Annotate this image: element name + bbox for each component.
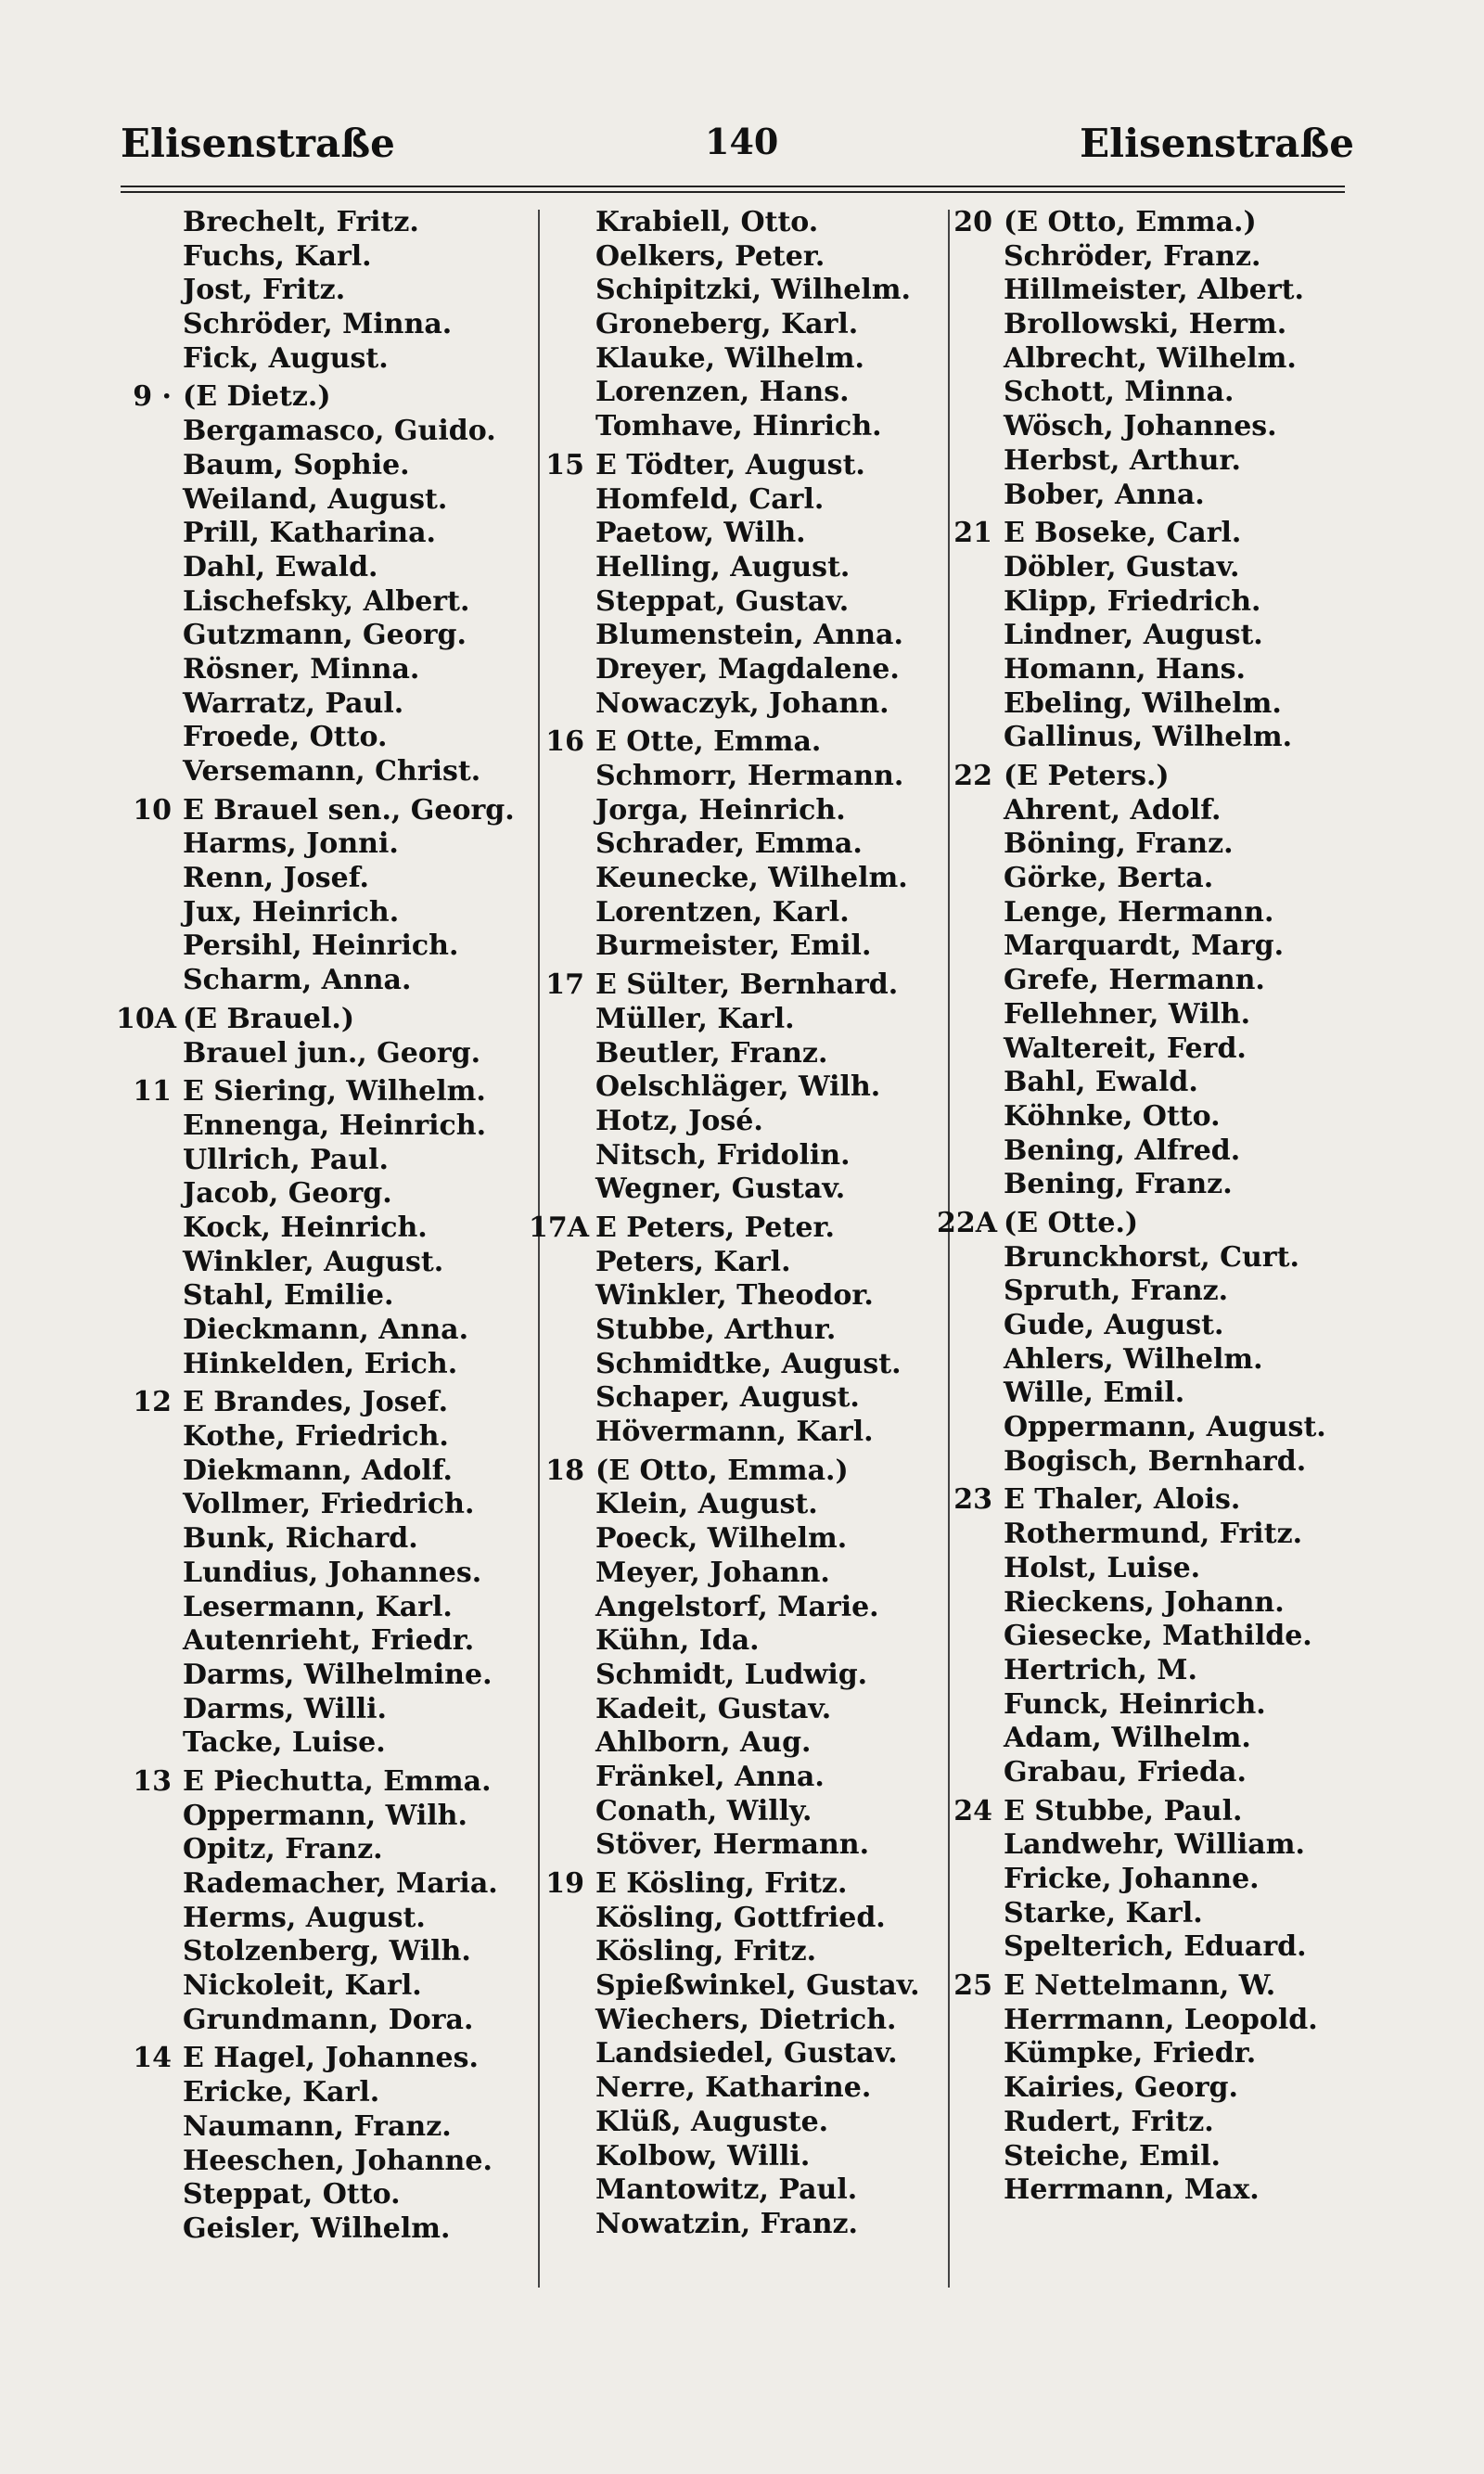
resident-name: Herbst, Arthur. (1004, 443, 1241, 477)
resident-name: Spelterich, Eduard. (1004, 1930, 1307, 1964)
resident-name: Rösner, Minna. (183, 652, 420, 686)
resident-name: E Nettelmann, W. (1004, 1969, 1276, 2003)
resident-name: Groneberg, Karl. (595, 308, 859, 341)
resident-name: Conath, Willy. (595, 1794, 812, 1827)
resident-name: Marquardt, Marg. (1004, 929, 1285, 963)
resident-name: Giesecke, Mathilde. (1004, 1620, 1312, 1653)
resident-name: Tacke, Luise. (183, 1726, 386, 1760)
resident-name: Stahl, Emilie. (183, 1279, 394, 1313)
resident-name: Schmorr, Hermann. (595, 760, 904, 792)
resident-name: Fränkel, Anna. (595, 1760, 825, 1793)
house-number: 22A (937, 1206, 998, 1239)
resident-name: Kock, Heinrich. (183, 1211, 428, 1244)
resident-name: Oelkers, Peter. (595, 239, 825, 273)
resident-name: Schrader, Emma. (595, 827, 863, 861)
resident-name: Fuchs, Karl. (183, 239, 372, 273)
resident-name: Müller, Karl. (595, 1002, 795, 1035)
resident-name: Herms, August. (183, 1901, 426, 1934)
resident-name: E Peters, Peter. (595, 1211, 835, 1244)
resident-name: E Brandes, Josef. (183, 1386, 449, 1419)
resident-name: Darms, Willi. (183, 1692, 387, 1725)
house-number: 21 (953, 517, 992, 550)
house-number: 10A (116, 1002, 177, 1035)
resident-name: Klüß, Auguste. (595, 2105, 829, 2138)
resident-name: Bahl, Ewald. (1004, 1066, 1198, 1099)
resident-name: Krabiell, Otto. (595, 206, 819, 238)
resident-name: Albrecht, Wilhelm. (1004, 341, 1297, 375)
resident-name: Wille, Emil. (1004, 1377, 1185, 1410)
house-number: 13 (133, 1764, 172, 1798)
resident-name: Schmidt, Ludwig. (595, 1658, 868, 1691)
resident-name: Ennenga, Heinrich. (183, 1109, 487, 1142)
resident-name: Stolzenberg, Wilh. (183, 1935, 471, 1968)
resident-name: Weiland, August. (183, 482, 448, 516)
resident-name: Wösch, Johannes. (1004, 410, 1277, 443)
resident-name: Brechelt, Fritz. (183, 206, 419, 238)
page-number: 140 (705, 121, 779, 162)
house-number: 25 (953, 1969, 992, 2003)
resident-name: Ericke, Karl. (183, 2076, 380, 2109)
resident-name: Görke, Berta. (1004, 862, 1214, 895)
resident-name: Lundius, Johannes. (183, 1556, 482, 1589)
resident-name: Lesermann, Karl. (183, 1590, 453, 1623)
resident-name: Wiechers, Dietrich. (595, 2003, 897, 2036)
house-number: 17A (529, 1211, 590, 1244)
resident-name: Autenrieht, Friedr. (183, 1624, 475, 1658)
resident-name: Döbler, Gustav. (1004, 550, 1240, 583)
resident-name: Herrmann, Max. (1004, 2173, 1260, 2207)
resident-name: Hertrich, M. (1004, 1653, 1197, 1686)
resident-name: Fellehner, Wilh. (1004, 997, 1251, 1031)
resident-name: Beutler, Franz. (595, 1036, 828, 1070)
resident-name: Angelstorf, Marie. (595, 1590, 879, 1623)
resident-name: Meyer, Johann. (595, 1556, 830, 1589)
house-number: 18 (545, 1454, 584, 1487)
resident-name: Funck, Heinrich. (1004, 1687, 1266, 1721)
resident-name: Baum, Sophie. (183, 448, 410, 481)
resident-name: Spruth, Franz. (1004, 1275, 1229, 1308)
resident-name: E Piechutta, Emma. (183, 1764, 492, 1798)
resident-name: Darms, Wilhelmine. (183, 1658, 493, 1691)
resident-name: Oppermann, Wilh. (183, 1799, 467, 1832)
resident-name: Böning, Franz. (1004, 827, 1234, 861)
resident-name: Ullrich, Paul. (183, 1143, 389, 1176)
resident-name: Rieckens, Johann. (1004, 1585, 1285, 1619)
resident-name: Schröder, Franz. (1004, 239, 1261, 273)
house-number: 16 (545, 725, 584, 759)
resident-name: Kolbow, Willi. (595, 2139, 811, 2173)
resident-name: Rudert, Fritz. (1004, 2105, 1214, 2138)
street-name-left: Elisenstraße (121, 121, 395, 166)
resident-name: Ahrent, Adolf. (1004, 793, 1222, 827)
resident-name: Nerre, Katharine. (595, 2071, 872, 2105)
resident-name: Dreyer, Magdalene. (595, 652, 900, 686)
resident-name: Keunecke, Wilhelm. (595, 862, 908, 895)
resident-name: Steppat, Gustav. (595, 584, 850, 618)
resident-name: E Thaler, Alois. (1004, 1483, 1241, 1517)
resident-name: Herrmann, Leopold. (1004, 2003, 1318, 2036)
resident-name: Grefe, Hermann. (1004, 964, 1265, 997)
resident-name: Steppat, Otto. (183, 2178, 401, 2211)
column-divider-1 (538, 210, 540, 2288)
resident-name: Mantowitz, Paul. (595, 2173, 858, 2207)
resident-name: Kösling, Gottfried. (595, 1901, 886, 1934)
resident-name: (E Dietz.) (183, 380, 331, 414)
resident-name: Vollmer, Friedrich. (183, 1488, 475, 1521)
resident-name: Hillmeister, Albert. (1004, 274, 1304, 307)
resident-name: Winkler, Theodor. (595, 1279, 874, 1313)
resident-name: Brollowski, Herm. (1004, 308, 1287, 341)
resident-name: Rothermund, Fritz. (1004, 1518, 1303, 1551)
house-number: 17 (545, 968, 584, 1002)
resident-name: Peters, Karl. (595, 1245, 791, 1278)
resident-name: E Sülter, Bernhard. (595, 968, 899, 1002)
resident-name: Bergamasco, Guido. (183, 415, 496, 448)
street-name-right: Elisenstraße (1080, 121, 1354, 166)
resident-name: Hotz, José. (595, 1104, 763, 1137)
resident-name: Harms, Jonni. (183, 827, 399, 861)
resident-name: E Tödter, August. (595, 448, 865, 481)
resident-name: Fick, August. (183, 341, 389, 375)
resident-name: Dieckmann, Anna. (183, 1314, 469, 1346)
resident-name: Gallinus, Wilhelm. (1004, 721, 1293, 754)
resident-name: Stöver, Hermann. (595, 1828, 870, 1862)
resident-name: Lischefsky, Albert. (183, 584, 470, 618)
resident-name: Dahl, Ewald. (183, 550, 378, 583)
resident-name: Bunk, Richard. (183, 1522, 418, 1556)
resident-name: Naumann, Franz. (183, 2109, 452, 2143)
resident-name: Schaper, August. (595, 1381, 860, 1415)
resident-name: Landsiedel, Gustav. (595, 2037, 898, 2070)
resident-name: Ahlborn, Aug. (595, 1726, 812, 1760)
resident-name: Ahlers, Wilhelm. (1004, 1342, 1263, 1376)
resident-name: (E Peters.) (1004, 760, 1170, 792)
resident-name: Steiche, Emil. (1004, 2139, 1221, 2173)
resident-name: E Stubbe, Paul. (1004, 1794, 1243, 1827)
resident-name: Blumenstein, Anna. (595, 619, 903, 652)
resident-name: Nickoleit, Karl. (183, 1969, 422, 2003)
resident-name: Lindner, August. (1004, 619, 1263, 652)
house-number: 20 (953, 206, 992, 238)
resident-name: Renn, Josef. (183, 862, 369, 895)
resident-name: Bening, Franz. (1004, 1168, 1233, 1201)
resident-name: Persihl, Heinrich. (183, 929, 459, 963)
resident-name: Bober, Anna. (1004, 478, 1205, 511)
resident-name: Ebeling, Wilhelm. (1004, 686, 1282, 720)
page-header (0, 121, 1484, 186)
house-number: 12 (133, 1386, 172, 1419)
resident-name: Kothe, Friedrich. (183, 1420, 449, 1454)
resident-name: Versemann, Christ. (183, 755, 481, 788)
resident-name: Grundmann, Dora. (183, 2003, 474, 2036)
resident-name: Brunckhorst, Curt. (1004, 1240, 1299, 1274)
resident-name: Poeck, Wilhelm. (595, 1522, 848, 1556)
resident-name: Hinkelden, Erich. (183, 1347, 458, 1380)
house-number: 22 (953, 760, 992, 792)
header-rule-bottom (121, 191, 1345, 193)
resident-name: E Siering, Wilhelm. (183, 1075, 486, 1109)
resident-name: (E Otto, Emma.) (1004, 206, 1257, 238)
resident-name: Gutzmann, Georg. (183, 619, 467, 652)
header-rule-top (121, 186, 1345, 187)
house-number: 15 (545, 448, 584, 481)
resident-name: Schipitzki, Wilhelm. (595, 274, 911, 307)
resident-name: Nowatzin, Franz. (595, 2207, 858, 2240)
resident-name: Rademacher, Maria. (183, 1867, 498, 1900)
house-number: 14 (133, 2042, 172, 2075)
resident-name: Nowaczyk, Johann. (595, 686, 889, 720)
resident-name: Jorga, Heinrich. (595, 793, 846, 827)
resident-name: Bening, Alfred. (1004, 1134, 1241, 1167)
resident-name: Warratz, Paul. (183, 686, 404, 720)
resident-name: Paetow, Wilh. (595, 517, 806, 550)
resident-name: Scharm, Anna. (183, 964, 412, 997)
house-number: 19 (545, 1867, 584, 1900)
resident-name: Homfeld, Carl. (595, 482, 825, 516)
resident-name: E Boseke, Carl. (1004, 517, 1242, 550)
house-number: 23 (953, 1483, 992, 1517)
resident-name: (E Otte.) (1004, 1206, 1139, 1239)
resident-name: Köhnke, Otto. (1004, 1099, 1221, 1133)
resident-name: Landwehr, William. (1004, 1828, 1305, 1862)
resident-name: Jux, Heinrich. (183, 895, 400, 929)
resident-name: E Hagel, Johannes. (183, 2042, 479, 2075)
resident-name: Diekmann, Adolf. (183, 1454, 453, 1487)
resident-name: Prill, Katharina. (183, 517, 436, 550)
resident-name: Lorentzen, Karl. (595, 895, 850, 929)
resident-name: Gude, August. (1004, 1309, 1224, 1341)
resident-name: Klipp, Friedrich. (1004, 584, 1261, 618)
resident-name: Kühn, Ida. (595, 1624, 760, 1658)
resident-name: Winkler, August. (183, 1245, 444, 1278)
resident-name: Homann, Hans. (1004, 652, 1246, 686)
resident-name: Bogisch, Bernhard. (1004, 1444, 1307, 1478)
resident-name: Tomhave, Hinrich. (595, 410, 882, 443)
house-number: 10 (133, 793, 172, 827)
resident-name: Burmeister, Emil. (595, 929, 872, 963)
resident-name: Stubbe, Arthur. (595, 1314, 837, 1346)
house-number: 24 (953, 1794, 992, 1827)
resident-name: Oelschläger, Wilh. (595, 1070, 881, 1104)
resident-name: Helling, August. (595, 550, 851, 583)
resident-name: Jost, Fritz. (183, 274, 346, 307)
resident-name: Opitz, Franz. (183, 1833, 383, 1866)
resident-name: Lorenzen, Hans. (595, 376, 850, 409)
resident-name: E Brauel sen., Georg. (183, 793, 515, 827)
resident-name: Waltereit, Ferd. (1004, 1032, 1247, 1065)
resident-name: Brauel jun., Georg. (183, 1036, 481, 1070)
resident-name: Fricke, Johanne. (1004, 1863, 1260, 1895)
resident-name: Kadeit, Gustav. (595, 1692, 832, 1725)
resident-name: Schmidtke, August. (595, 1347, 902, 1380)
resident-name: Geisler, Wilhelm. (183, 2211, 451, 2245)
resident-name: Adam, Wilhelm. (1004, 1722, 1251, 1755)
resident-name: (E Brauel.) (183, 1002, 355, 1035)
resident-name: Wegner, Gustav. (595, 1173, 846, 1206)
resident-name: Klein, August. (595, 1488, 818, 1521)
resident-name: Heeschen, Johanne. (183, 2144, 493, 2177)
resident-name: Grabau, Frieda. (1004, 1755, 1247, 1788)
resident-name: Klauke, Wilhelm. (595, 341, 864, 375)
resident-name: (E Otto, Emma.) (595, 1454, 849, 1487)
house-number: 9 · (133, 380, 172, 414)
resident-name: Froede, Otto. (183, 721, 388, 754)
resident-name: Kümpke, Friedr. (1004, 2037, 1257, 2070)
resident-name: Holst, Luise. (1004, 1551, 1201, 1584)
resident-name: Kösling, Fritz. (595, 1935, 817, 1968)
resident-name: E Otte, Emma. (595, 725, 822, 759)
resident-name: Hövermann, Karl. (595, 1416, 874, 1449)
house-number: 11 (133, 1075, 172, 1109)
resident-name: Schott, Minna. (1004, 376, 1235, 409)
resident-name: Nitsch, Fridolin. (595, 1138, 851, 1172)
resident-name: E Kösling, Fritz. (595, 1867, 848, 1900)
resident-name: Jacob, Georg. (183, 1177, 392, 1211)
resident-name: Oppermann, August. (1004, 1411, 1326, 1444)
resident-name: Kairies, Georg. (1004, 2071, 1238, 2105)
resident-name: Starke, Karl. (1004, 1896, 1203, 1929)
resident-name: Spießwinkel, Gustav. (595, 1969, 920, 2003)
resident-name: Schröder, Minna. (183, 308, 453, 341)
resident-name: Lenge, Hermann. (1004, 895, 1274, 929)
